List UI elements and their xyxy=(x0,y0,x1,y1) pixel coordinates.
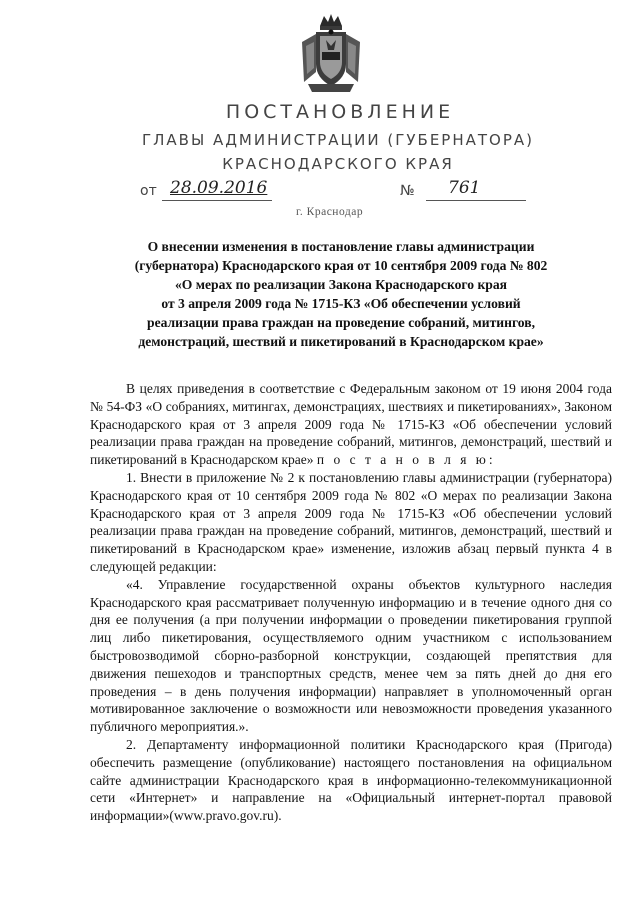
krasnodar-krai-coat-of-arms-icon xyxy=(296,12,366,96)
item-1-paragraph: 1. Внести в приложение № 2 к постановлению главы администрации (губернатора) Краснодарского края от 10 сентября 2009 года № 802 «О мерах по реализации Закона Краснодарского края от 3 апреля 2009 года № 1715-КЗ «Об обеспечении условий реализации права граждан на проведение собраний, митингов, демонстраций, шествий и пикетирований в Краснодарском крае» изменение, изложив абзац первый пункта 4 в следующей редакции: xyxy=(90,469,612,574)
document-title xyxy=(100,237,582,351)
preamble-paragraph xyxy=(90,380,612,469)
issuer-heading-line-2: КРАСНОДАРСКОГО КРАЯ xyxy=(222,155,454,173)
title-line: демонстраций, шествий и пикетирований в Краснодарском крае» xyxy=(138,334,544,349)
title-line: «О мерах по реализации Закона Краснодарского края xyxy=(175,277,507,292)
handwritten-number: 761 xyxy=(448,178,481,198)
date-prefix: от xyxy=(140,183,157,199)
number-prefix: № xyxy=(400,183,415,199)
title-line: О внесении изменения в постановление главы администрации xyxy=(147,239,535,254)
document-body xyxy=(90,380,612,825)
handwritten-date: 28.09.2016 xyxy=(170,178,268,198)
title-line: реализации права граждан на проведение собраний, митингов, xyxy=(147,315,535,330)
decree-word: п о с т а н о в л я ю: xyxy=(316,452,496,468)
city-label: г. Краснодар xyxy=(296,206,364,218)
issuer-heading-line-1: ГЛАВЫ АДМИНИСТРАЦИИ (ГУБЕРНАТОРА) xyxy=(141,131,535,149)
number-field xyxy=(426,180,526,201)
quoted-amendment-paragraph: «4. Управление государственной охраны объектов культурного наследия Краснодарского края рассматривает полученную информацию и в течение одного дня со дня ее получения (а при получении информации о проведении пикетирования группой лиц либо пикетирования, осуществляемого одним участником с использованием быстровозводимой сборно-разборной конструкции, создающей препятствия для движения пешеходов и транспортных средств, менее чем за пять дней до дня его проведения – в день получения информации) направляет в уполномоченный орган мотивированное заключение о возможности или невозможности проведения указанного публичного мероприятия.». xyxy=(90,576,612,735)
title-line: от 3 апреля 2009 года № 1715-КЗ «Об обеспечении условий xyxy=(161,296,521,311)
title-line: (губернатора) Краснодарского края от 10 сентября 2009 года № 802 xyxy=(134,258,548,273)
document-type-heading: ПОСТАНОВЛЕНИЕ xyxy=(225,101,455,123)
date-field xyxy=(162,180,272,201)
preamble-text: В целях приведения в соответствие с Федеральным законом от 19 июня 2004 года № 54-ФЗ «О собраниях, митингах, демонстрациях, шествиях и пикетированиях», Законом Краснодарского края от 3 апреля 2009 года № 1715-КЗ «Об обеспечении условий реализации права граждан на проведение собраний, митингов, демонстраций, шествий и пикетирований в Краснодарском крае» xyxy=(90,381,612,468)
item-2-paragraph: 2. Департаменту информационной политики Краснодарского края (Пригода) обеспечить размещение (опубликование) настоящего постановления на официальном сайте администрации Краснодарского края в информационно-телекоммуникационной сети «Интернет» и направление на «Официальный интернет-портал правовой информации»(www.pravo.gov.ru). xyxy=(90,736,612,824)
